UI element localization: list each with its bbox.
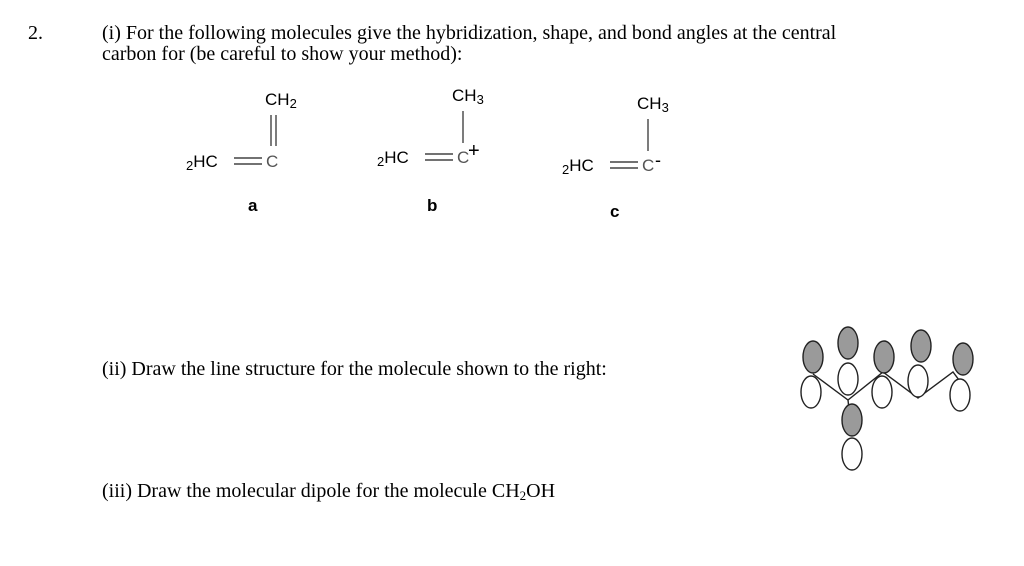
p-orbital-lobe [842,438,862,470]
part-i-prompt-line2: carbon for (be careful to show your method): [102,43,463,65]
p-orbital-lobe [801,376,821,408]
molecule-b-label: b [427,196,438,215]
p-orbital-lobe [874,341,894,373]
p-orbital-lobe [872,376,892,408]
molecule-c-charge: - [655,150,661,170]
molecule-c-label: c [610,202,620,221]
molecule-b-charge: + [468,140,480,162]
part-iii-prompt: (iii) Draw the molecular dipole for the molecule $CH_2OH$ [102,480,556,503]
p-orbital-lobe [950,379,970,411]
p-orbital-lobe [838,327,858,359]
p-orbital-lobe [838,363,858,395]
molecule-c-left-group: $_2$HC [562,156,594,177]
part-ii-prompt: (ii) Draw the line structure for the molecule shown to the right: [102,358,607,380]
part-i-prompt-line1: (i) For the following molecules give the hybridization, shape, and bond angles at the central [102,22,837,44]
molecule-b-center-atom: C [457,148,470,167]
molecule-b-left-group: $_2$HC [377,148,409,169]
molecule-c-center-atom: C [642,156,655,175]
molecule-a-center-atom: C [266,152,279,171]
p-orbital-lobe [953,343,973,375]
molecule-b-top-group: $CH_3$ [452,86,484,107]
p-orbital-lobe [842,404,862,436]
molecule-a-label: a [248,196,258,215]
molecule-a-left-group: $_2$HC [186,152,218,173]
p-orbital-lobe [803,341,823,373]
question-number: 2. [28,22,43,44]
molecule-a-top-group: $CH_2$ [265,90,297,111]
p-orbital-lobe [908,365,928,397]
p-orbital-diagram [801,327,973,470]
p-orbital-lobe [911,330,931,362]
molecule-c-top-group: $CH_3$ [637,94,669,115]
